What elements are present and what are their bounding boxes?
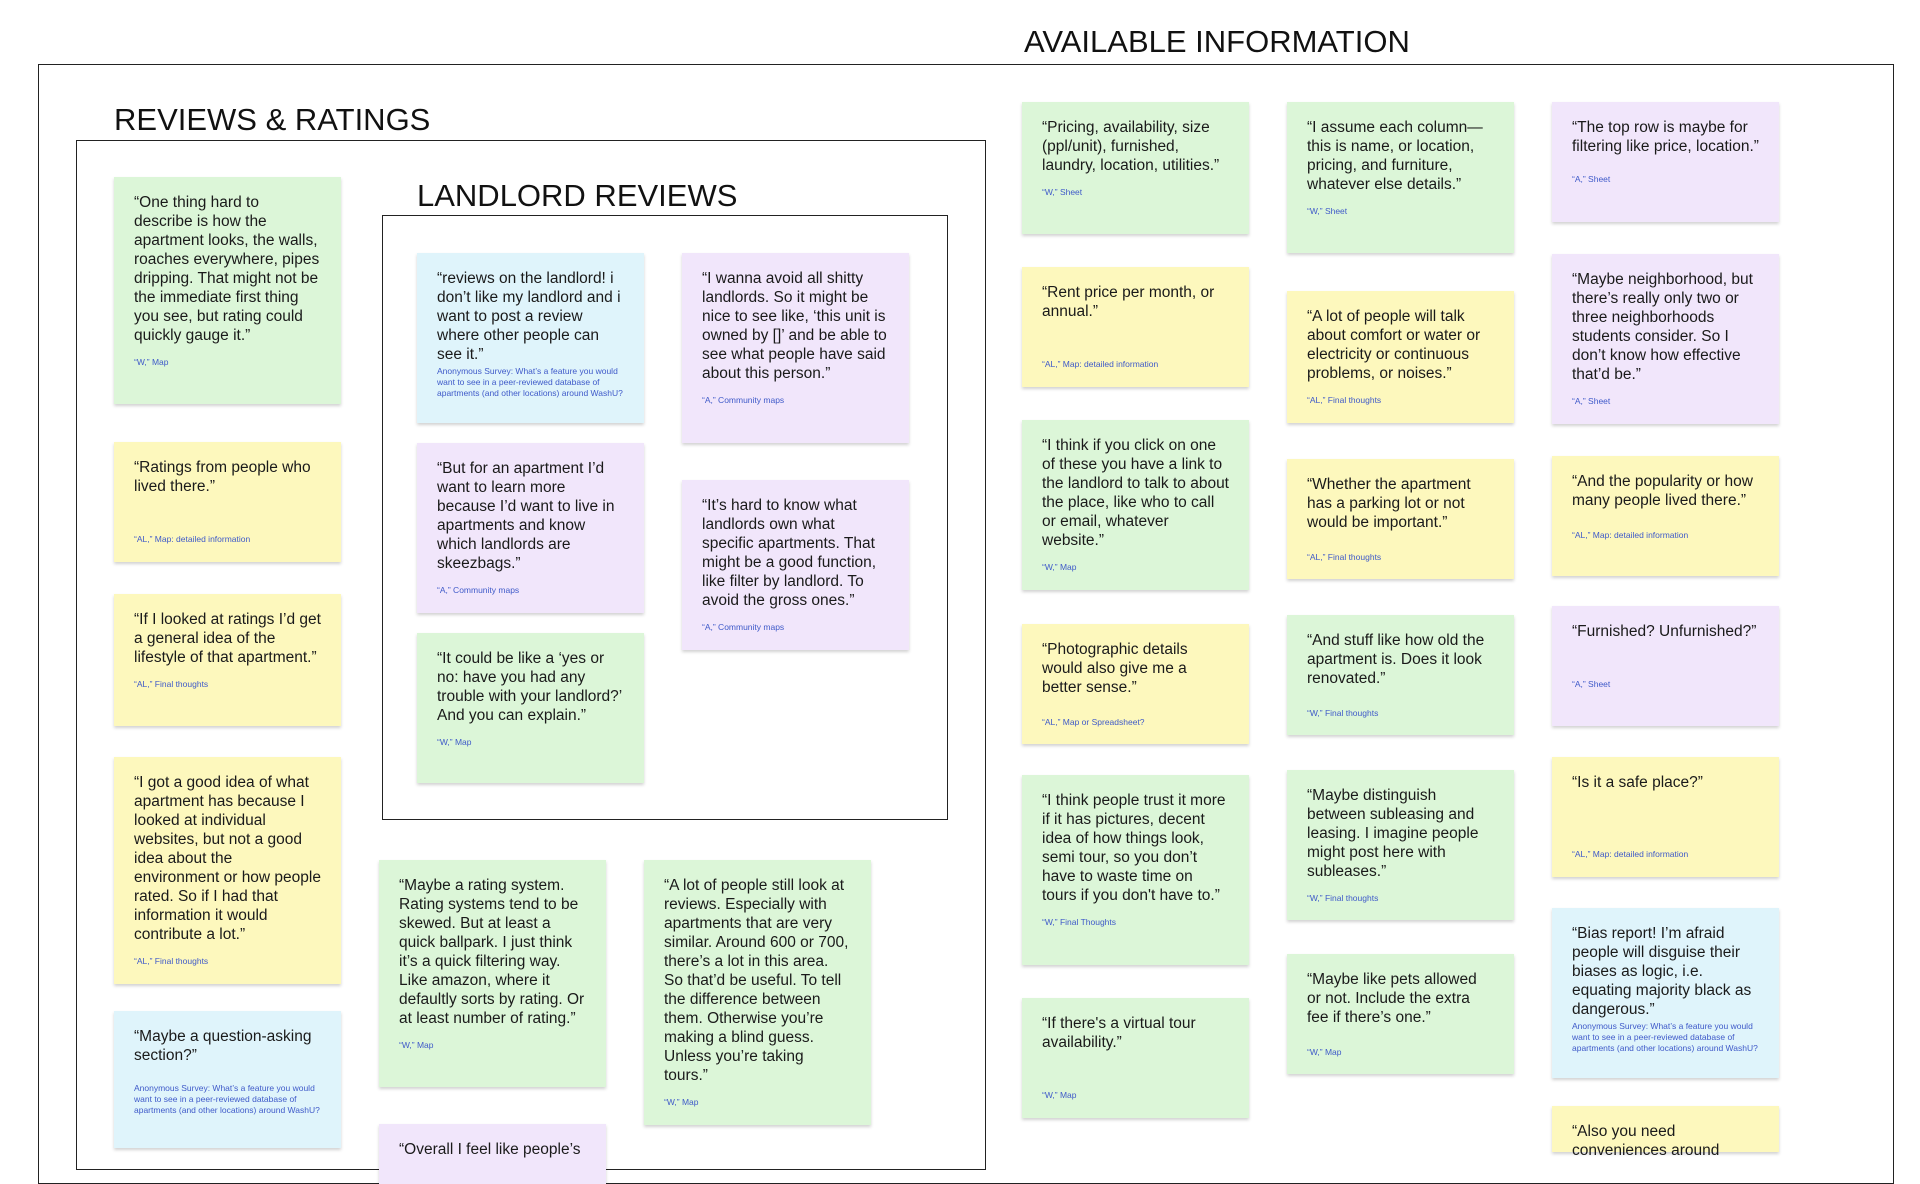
note-source: “W,” Map xyxy=(399,1040,434,1050)
sticky-note[interactable] xyxy=(682,253,909,443)
sticky-note[interactable] xyxy=(379,860,606,1087)
sticky-note[interactable] xyxy=(1552,757,1779,877)
note-quote: “It’s hard to know what landlords own what specific apartments. That might be a good function, like filter by landlord. To avoid the gross ones.” xyxy=(702,497,877,609)
note-quote: “Is it a safe place?” xyxy=(1572,774,1703,791)
note-source: Anonymous Survey: What’s a feature you would want to see in a peer-reviewed database of apartments (and other locations) around WashU? xyxy=(1572,1021,1758,1053)
sticky-note[interactable] xyxy=(1287,102,1514,253)
note-source: “W,” Map xyxy=(1307,1047,1342,1057)
note-quote: “Bias report! I’m afraid people will disguise their biases as logic, i.e. equating majority black as dangerous.” xyxy=(1572,925,1752,1018)
note-quote: “I got a good idea of what apartment has because I looked at individual websites, but not a good idea about the environment or how people rated. So if I had that information it would contribute a lot.” xyxy=(134,774,321,943)
note-source: “W,” Map xyxy=(664,1097,699,1107)
note-source: “AL,” Map: detailed information xyxy=(1572,849,1689,859)
note-source: “AL,” Map: detailed information xyxy=(1572,530,1689,540)
note-quote: “The top row is maybe for filtering like price, location.” xyxy=(1572,119,1759,155)
sticky-note[interactable] xyxy=(1552,606,1779,726)
note-source: “AL,” Map: detailed information xyxy=(1042,359,1159,369)
note-source: “AL,” Final thoughts xyxy=(1307,552,1382,562)
note-source: “AL,” Final thoughts xyxy=(134,679,209,689)
sticky-note[interactable] xyxy=(379,1124,606,1184)
note-quote: “A lot of people still look at reviews. Especially with apartments that are very similar. Around 600 or 700, there’s a lot in this area. So that’d be useful. To tell the difference between them. Otherwise you’re making a blind guess. Unless you’re taking tours.” xyxy=(664,877,849,1084)
sticky-note[interactable] xyxy=(1552,1106,1779,1159)
note-source: “A,” Community maps xyxy=(702,395,785,405)
sticky-note[interactable] xyxy=(1022,420,1249,590)
note-quote: “It could be like a ‘yes or no: have you had any trouble with your landlord?’ And you can explain.” xyxy=(437,650,622,724)
note-quote: “Overall I feel like people’s xyxy=(399,1141,581,1158)
note-source: “W,” Final thoughts xyxy=(1307,893,1379,903)
landlord-reviews-heading: LANDLORD REVIEWS xyxy=(417,178,738,213)
note-quote: “I think people trust it more if it has pictures, decent idea of how things look, semi tour, so you don’t have to waste time on tours if you don't have to.” xyxy=(1042,792,1226,904)
sticky-note[interactable] xyxy=(1552,456,1779,576)
sticky-note[interactable] xyxy=(1287,459,1514,579)
note-quote: “Furnished? Unfurnished?” xyxy=(1572,623,1757,640)
sticky-note[interactable] xyxy=(644,860,871,1125)
sticky-note[interactable] xyxy=(114,442,341,562)
note-source: “AL,” Final thoughts xyxy=(134,956,209,966)
note-quote: “Maybe a rating system. Rating systems tend to be skewed. But at least a quick ballpark. I just think it’s a quick filtering way. Like amazon, where it defaultly sorts by rating. Or at least number of rating.” xyxy=(399,877,585,1027)
note-quote: “reviews on the landlord! i don’t like my landlord and i want to post a review where other people can see it.” xyxy=(437,270,621,363)
note-quote: “Ratings from people who lived there.” xyxy=(134,459,311,495)
sticky-note[interactable] xyxy=(1552,254,1779,424)
sticky-note[interactable] xyxy=(1287,291,1514,423)
note-source: “W,” Map xyxy=(1042,562,1077,572)
note-quote: “One thing hard to describe is how the apartment looks, the walls, roaches everywhere, pipes dripping. That might not be the immediate first thing you see, but rating could quickly gauge it.” xyxy=(134,194,320,344)
note-source: “A,” Community maps xyxy=(437,585,520,595)
note-source: “AL,” Map or Spreadsheet? xyxy=(1042,717,1145,727)
note-source: Anonymous Survey: What’s a feature you would want to see in a peer-reviewed database of apartments (and other locations) around WashU? xyxy=(134,1083,320,1115)
sticky-note[interactable] xyxy=(1287,770,1514,920)
note-quote: “Pricing, availability, size (ppl/unit), furnished, laundry, location, utilities.” xyxy=(1042,119,1220,174)
sticky-note[interactable] xyxy=(417,633,644,783)
sticky-note[interactable] xyxy=(1552,102,1779,222)
note-source: “W,” Sheet xyxy=(1042,187,1083,197)
note-source: Anonymous Survey: What’s a feature you would want to see in a peer-reviewed database of apartments (and other locations) around WashU? xyxy=(437,366,623,398)
note-quote: “And the popularity or how many people lived there.” xyxy=(1572,473,1753,509)
note-source: “W,” Sheet xyxy=(1307,206,1348,216)
note-source: “A,” Sheet xyxy=(1572,679,1611,689)
note-source: “A,” Sheet xyxy=(1572,174,1611,184)
note-quote: “I wanna avoid all shitty landlords. So it might be nice to see like, ‘this unit is owned by []’ and be able to see what people have said about this person.” xyxy=(702,270,887,382)
sticky-note[interactable] xyxy=(1022,775,1249,965)
note-source: “A,” Community maps xyxy=(702,622,785,632)
note-source: “W,” Map xyxy=(1042,1090,1077,1100)
note-source: “A,” Sheet xyxy=(1572,396,1611,406)
note-quote: “But for an apartment I’d want to learn more because I’d want to live in apartments and know which landlords are skeezbags.” xyxy=(437,460,615,572)
note-quote: “I assume each column—this is name, or location, pricing, and furniture, whatever else details.” xyxy=(1307,119,1483,193)
sticky-note[interactable] xyxy=(417,253,644,423)
sticky-note[interactable] xyxy=(682,480,909,650)
sticky-note[interactable] xyxy=(1552,908,1779,1078)
reviews-ratings-heading: REVIEWS & RATINGS xyxy=(114,102,431,137)
sticky-note[interactable] xyxy=(417,443,644,613)
note-quote: “Maybe like pets allowed or not. Include the extra fee if there’s one.” xyxy=(1307,971,1477,1026)
note-quote: “Maybe distinguish between subleasing and leasing. I imagine people might post here with subleases.” xyxy=(1307,787,1479,880)
note-quote: “Maybe neighborhood, but there’s really only two or three neighborhoods students consider. So I don’t know how effective that’d be.” xyxy=(1572,271,1753,383)
sticky-note[interactable] xyxy=(114,594,341,726)
note-quote: “A lot of people will talk about comfort or water or electricity or continuous problems, or noises.” xyxy=(1307,308,1481,382)
note-quote: “Also you need conveniences around xyxy=(1572,1123,1720,1159)
sticky-note[interactable] xyxy=(114,757,341,984)
note-quote: “I think if you click on one of these you have a link to the landlord to talk to about the place, like who to call or email, whatever website.” xyxy=(1042,437,1229,549)
note-source: “W,” Final Thoughts xyxy=(1042,917,1117,927)
sticky-note[interactable] xyxy=(1022,624,1249,744)
available-information-heading: AVAILABLE INFORMATION xyxy=(1024,24,1410,59)
note-quote: “Rent price per month, or annual.” xyxy=(1042,284,1215,320)
sticky-note[interactable] xyxy=(114,177,341,404)
note-source: “AL,” Final thoughts xyxy=(1307,395,1382,405)
note-source: “AL,” Map: detailed information xyxy=(134,534,251,544)
sticky-note[interactable] xyxy=(1287,615,1514,735)
note-quote: “If I looked at ratings I’d get a general idea of the lifestyle of that apartment.” xyxy=(134,611,321,666)
note-quote: “Maybe a question-asking section?” xyxy=(134,1028,312,1064)
sticky-note[interactable] xyxy=(1022,998,1249,1118)
sticky-note[interactable] xyxy=(1022,102,1249,234)
note-source: “W,” Map xyxy=(134,357,169,367)
sticky-note[interactable] xyxy=(1287,954,1514,1074)
sticky-note[interactable] xyxy=(1022,267,1249,387)
note-quote: “And stuff like how old the apartment is. Does it look renovated.” xyxy=(1307,632,1485,687)
note-source: “W,” Final thoughts xyxy=(1307,708,1379,718)
sticky-note[interactable] xyxy=(114,1011,341,1148)
note-quote: “Whether the apartment has a parking lot or not would be important.” xyxy=(1307,476,1471,531)
note-quote: “Photographic details would also give me a better sense.” xyxy=(1042,641,1188,696)
note-quote: “If there's a virtual tour availability.” xyxy=(1042,1015,1196,1051)
note-source: “W,” Map xyxy=(437,737,472,747)
